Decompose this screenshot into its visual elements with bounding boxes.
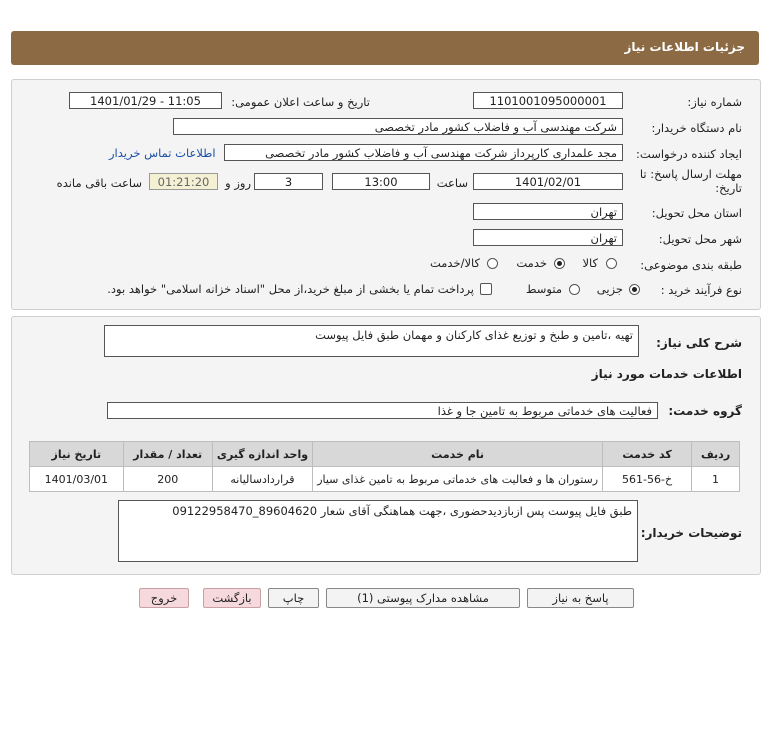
page-header bbox=[11, 31, 759, 65]
table-row[interactable] bbox=[30, 467, 740, 492]
category-goods-radio[interactable] bbox=[606, 258, 617, 269]
view-attachments-button[interactable]: مشاهده مدارک پیوستی (1) bbox=[326, 588, 520, 608]
buyer-notes-field[interactable]: طبق فایل پیوست پس ازبازدیدحضوری ،جهت هماهنگی آقای شعار 89604620_09122958470 bbox=[118, 500, 638, 562]
buyer-org-label: نام دستگاه خریدار: bbox=[651, 121, 742, 135]
category-service-label: خدمت bbox=[516, 256, 547, 270]
delivery-province-label: استان محل تحویل: bbox=[651, 206, 742, 220]
back-button[interactable]: بازگشت bbox=[203, 588, 261, 608]
print-button[interactable]: چاپ bbox=[268, 588, 319, 608]
announce-datetime-field[interactable]: 1401/01/29 - 11:05 bbox=[69, 92, 222, 109]
need-number-label: شماره نیاز: bbox=[687, 95, 742, 109]
service-group-field[interactable]: فعالیت های خدماتی مربوط به تامین جا و غذا bbox=[107, 402, 658, 419]
buyer-contact-link[interactable]: اطلاعات تماس خریدار bbox=[109, 146, 216, 160]
need-info-panel bbox=[11, 79, 761, 310]
row-number-header: ردیف bbox=[692, 442, 740, 467]
deadline-date-field[interactable]: 1401/02/01 bbox=[473, 173, 623, 190]
announce-datetime-label: تاریخ و ساعت اعلان عمومی: bbox=[231, 95, 370, 109]
page-title: جزئیات اطلاعات نیاز bbox=[624, 40, 745, 54]
services-table bbox=[29, 441, 740, 492]
services-table-header bbox=[30, 442, 740, 467]
exit-button[interactable]: خروج bbox=[139, 588, 189, 608]
need-date-header: تاریخ نیاز bbox=[30, 442, 124, 467]
process-minor-radio[interactable] bbox=[629, 284, 640, 295]
buyer-org-field[interactable]: شرکت مهندسی آب و فاضلاب کشور مادر تخصصی bbox=[173, 118, 623, 135]
process-minor-label: جزیی bbox=[596, 282, 623, 296]
row-number-cell: 1 bbox=[692, 467, 740, 492]
process-medium-radio[interactable] bbox=[569, 284, 580, 295]
need-summary-field[interactable]: تهیه ،تامین و طبخ و توزیع غذای کارکنان و مهمان طبق فایل پیوست bbox=[104, 325, 639, 357]
process-medium-label: متوسط bbox=[525, 282, 562, 296]
service-group-label: گروه خدمت: bbox=[668, 404, 742, 418]
remaining-time-field: 01:21:20 bbox=[149, 173, 218, 190]
need-summary-label: شرح کلی نیاز: bbox=[656, 336, 742, 350]
category-goods-label: کالا bbox=[582, 256, 598, 270]
unit-header: واحد اندازه گیری bbox=[212, 442, 312, 467]
days-label: روز و bbox=[225, 176, 251, 190]
category-service-radio[interactable] bbox=[554, 258, 565, 269]
request-creator-field[interactable]: مجد علمداری کارپرداز شرکت مهندسی آب و فاضلاب کشور مادر تخصصی bbox=[224, 144, 623, 161]
need-date-cell: 1401/03/01 bbox=[30, 467, 124, 492]
delivery-province-field[interactable]: تهران bbox=[473, 203, 623, 220]
service-name-header: نام خدمت bbox=[313, 442, 603, 467]
quantity-header: تعداد / مقدار bbox=[123, 442, 212, 467]
purchase-process-label: نوع فرآیند خرید : bbox=[660, 283, 742, 297]
services-section-title: اطلاعات خدمات مورد نیاز bbox=[591, 367, 742, 381]
deadline-time-label: ساعت bbox=[436, 176, 468, 190]
category-goods-service-radio[interactable] bbox=[487, 258, 498, 269]
request-creator-label: ایجاد کننده درخواست: bbox=[636, 147, 742, 161]
service-code-cell: خ-56-561 bbox=[603, 467, 692, 492]
reply-to-need-button[interactable]: پاسخ به نیاز bbox=[527, 588, 634, 608]
service-name-cell: رستوران ها و فعالیت های خدماتی مربوط به تامین غذای سیار bbox=[313, 467, 603, 492]
service-code-header: کد خدمت bbox=[603, 442, 692, 467]
category-goods-service-label: کالا/خدمت bbox=[429, 256, 480, 270]
category-label: طبقه بندی موضوعی: bbox=[640, 258, 742, 272]
treasury-payment-note: پرداخت تمام یا بخشی از مبلغ خرید،از محل "اسناد خزانه اسلامی" خواهد بود. bbox=[107, 282, 474, 296]
deadline-date-label: تاریخ: bbox=[715, 181, 742, 195]
quantity-cell: 200 bbox=[123, 467, 212, 492]
delivery-city-label: شهر محل تحویل: bbox=[658, 232, 742, 246]
deadline-time-field[interactable]: 13:00 bbox=[332, 173, 430, 190]
remaining-time-label: ساعت باقی مانده bbox=[56, 176, 142, 190]
delivery-city-field[interactable]: تهران bbox=[473, 229, 623, 246]
treasury-payment-checkbox[interactable] bbox=[480, 283, 492, 295]
remaining-days-field[interactable]: 3 bbox=[254, 173, 323, 190]
need-number-field[interactable]: 1101001095000001 bbox=[473, 92, 623, 109]
deadline-label: مهلت ارسال پاسخ: تا bbox=[639, 167, 742, 181]
unit-cell: قراردادسالیانه bbox=[212, 467, 312, 492]
buyer-notes-label: توضیحات خریدار: bbox=[640, 526, 742, 540]
